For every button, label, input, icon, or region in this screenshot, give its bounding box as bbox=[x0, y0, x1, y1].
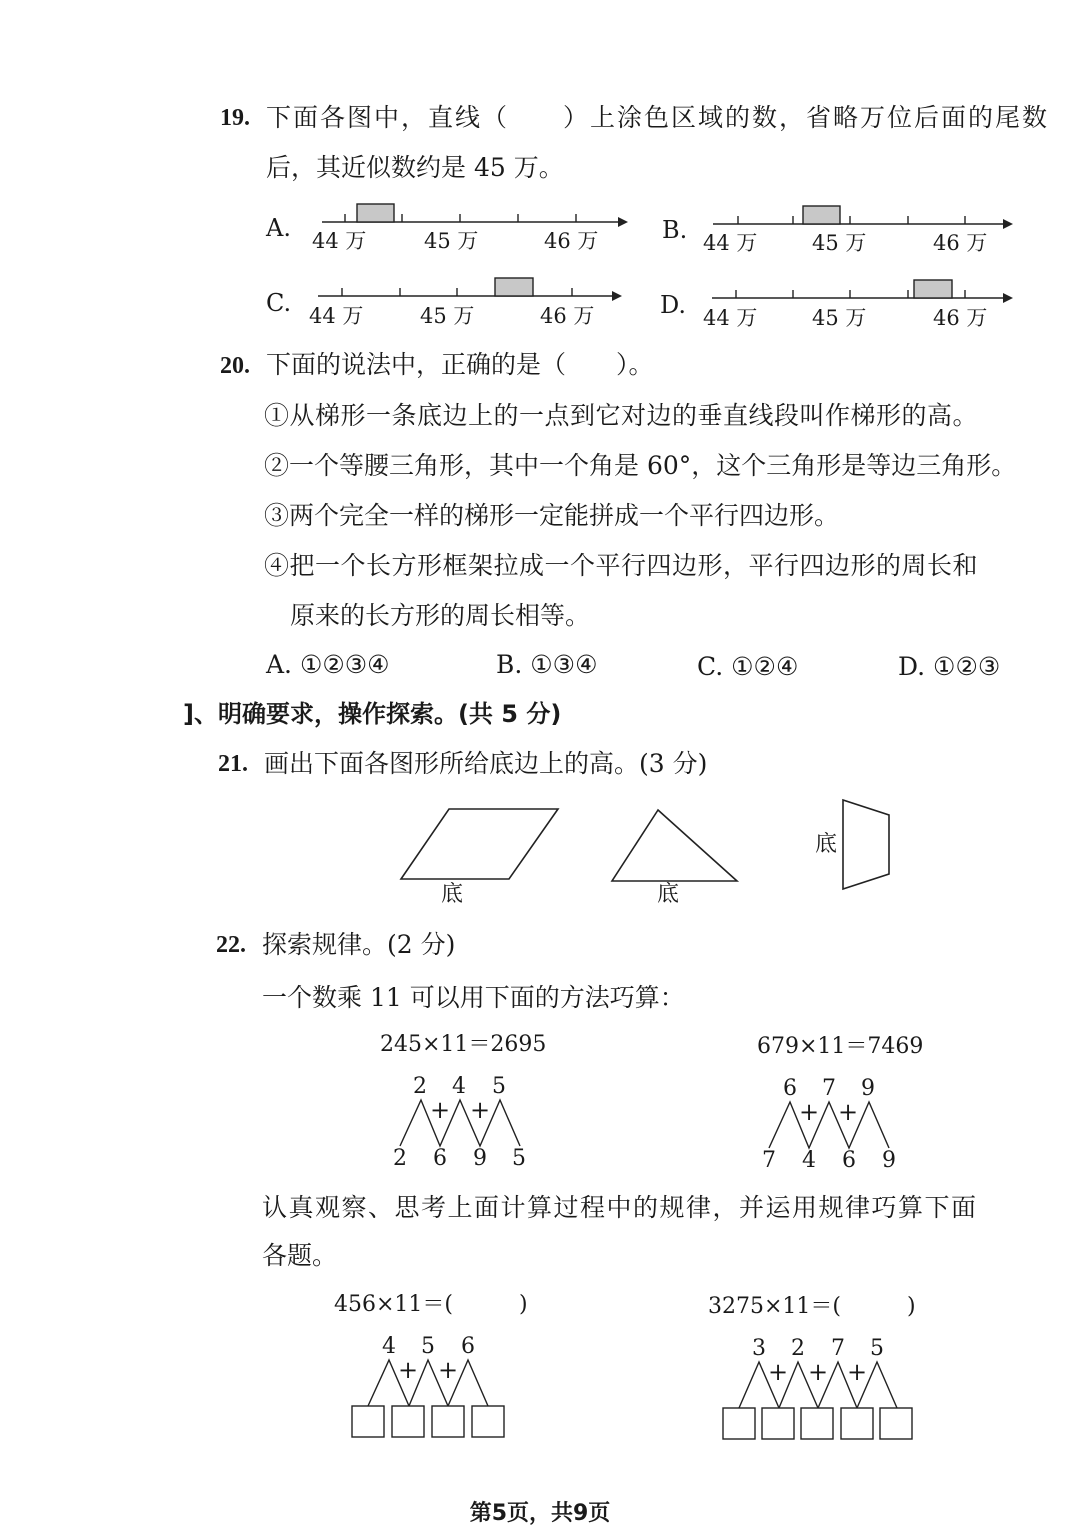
answer-box[interactable] bbox=[432, 1406, 464, 1437]
question-text: 探索规律。(2 分) bbox=[262, 930, 456, 959]
digit: 2 bbox=[393, 1146, 407, 1171]
tick-label: 44 万 bbox=[703, 306, 758, 330]
plus-sign: + bbox=[438, 1356, 459, 1384]
statement: ④把一个长方形框架拉成一个平行四边形，平行四边形的周长和 bbox=[264, 551, 979, 580]
choice-d[interactable]: D. ①②③ bbox=[898, 652, 1001, 681]
statement: ①从梯形一条底边上的一点到它对边的垂直线段叫作梯形的高。 bbox=[264, 401, 979, 430]
option-letter: B. bbox=[662, 216, 688, 244]
section-heading: ]、明确要求，操作探索。(共 5 分) bbox=[183, 700, 562, 728]
digit: 6 bbox=[461, 1334, 475, 1359]
choice-a[interactable]: A. ①②③④ bbox=[266, 650, 390, 679]
answer-box[interactable] bbox=[472, 1406, 504, 1437]
digit: 6 bbox=[433, 1146, 447, 1171]
tick-label: 44 万 bbox=[312, 229, 367, 253]
answer-box[interactable] bbox=[880, 1408, 912, 1439]
question-text: 后，其近似数约是 45 万。 bbox=[266, 153, 564, 182]
question-number: 19. bbox=[220, 105, 250, 131]
answer-box[interactable] bbox=[841, 1408, 873, 1439]
digit: 4 bbox=[802, 1148, 816, 1173]
statement: 原来的长方形的周长相等。 bbox=[290, 601, 591, 630]
base-label: 底 bbox=[815, 832, 838, 857]
shaded-region bbox=[495, 278, 533, 296]
plus-sign: + bbox=[799, 1098, 820, 1126]
digit: 7 bbox=[762, 1148, 776, 1173]
shaded-region bbox=[914, 280, 952, 298]
triangle-shape[interactable] bbox=[612, 810, 737, 881]
plus-sign: + bbox=[768, 1358, 789, 1386]
answer-box[interactable] bbox=[392, 1406, 424, 1437]
tick-label: 46 万 bbox=[933, 306, 988, 330]
tick-label: 44 万 bbox=[309, 304, 364, 328]
question-text: 下面各图中，直线（ ）上涂色区域的数，省略万位后面的尾数 bbox=[266, 103, 1050, 132]
digit: 9 bbox=[473, 1146, 487, 1171]
trapezoid-shape[interactable] bbox=[843, 800, 889, 889]
plus-sign: + bbox=[838, 1098, 859, 1126]
parallelogram-shape[interactable] bbox=[401, 809, 558, 879]
digit: 4 bbox=[382, 1334, 396, 1359]
answer-box[interactable] bbox=[723, 1408, 755, 1439]
plus-sign: + bbox=[398, 1356, 419, 1384]
tick-label: 46 万 bbox=[933, 231, 988, 255]
statement: ③两个完全一样的梯形一定能拼成一个平行四边形。 bbox=[264, 501, 840, 530]
tick-label: 46 万 bbox=[544, 229, 599, 253]
page-number: 第5页，共9页 bbox=[469, 1501, 611, 1526]
digit: 5 bbox=[492, 1074, 506, 1099]
digit: 5 bbox=[870, 1336, 884, 1361]
digit: 9 bbox=[882, 1148, 896, 1173]
option-letter: C. bbox=[266, 289, 292, 317]
statement: ②一个等腰三角形，其中一个角是 60°，这个三角形是等边三角形。 bbox=[264, 451, 1017, 480]
problem-equation[interactable]: 456×11＝( ) bbox=[334, 1292, 528, 1317]
instruction-text: 各题。 bbox=[262, 1241, 338, 1270]
plus-sign: + bbox=[470, 1096, 491, 1124]
answer-box[interactable] bbox=[352, 1406, 384, 1437]
tick-label: 44 万 bbox=[703, 231, 758, 255]
digit: 6 bbox=[783, 1076, 797, 1101]
tick-label: 45 万 bbox=[424, 229, 479, 253]
question-text: 下面的说法中，正确的是（ ）。 bbox=[266, 350, 654, 379]
choice-b[interactable]: B. ①③④ bbox=[496, 650, 598, 679]
plus-sign: + bbox=[808, 1358, 829, 1386]
number-line-c[interactable] bbox=[318, 278, 622, 301]
option-letter: A. bbox=[266, 214, 291, 242]
digit: 9 bbox=[861, 1076, 875, 1101]
digit: 2 bbox=[413, 1074, 427, 1099]
number-line-d[interactable] bbox=[712, 280, 1013, 303]
number-line-b[interactable] bbox=[713, 206, 1013, 229]
choice-c[interactable]: C. ①②④ bbox=[697, 652, 799, 681]
digit: 3 bbox=[752, 1336, 766, 1361]
option-letter: D. bbox=[660, 291, 687, 319]
example-equation: 245×11＝2695 bbox=[380, 1032, 547, 1057]
answer-box[interactable] bbox=[762, 1408, 794, 1439]
intro-text: 一个数乘 11 可以用下面的方法巧算： bbox=[262, 983, 685, 1012]
instruction-text: 认真观察、思考上面计算过程中的规律，并运用规律巧算下面 bbox=[262, 1193, 978, 1222]
tick-label: 46 万 bbox=[540, 304, 595, 328]
zigzag-diagram bbox=[400, 1096, 520, 1146]
question-number: 22. bbox=[216, 932, 246, 958]
shaded-region bbox=[803, 206, 840, 224]
digit: 2 bbox=[791, 1336, 805, 1361]
answer-box[interactable] bbox=[801, 1408, 833, 1439]
example-equation: 679×11＝7469 bbox=[757, 1034, 924, 1059]
plus-sign: + bbox=[430, 1096, 451, 1124]
digit: 5 bbox=[512, 1146, 526, 1171]
number-line-a[interactable] bbox=[322, 204, 628, 227]
digit: 7 bbox=[831, 1336, 845, 1361]
plus-sign: + bbox=[847, 1358, 868, 1386]
question-number: 20. bbox=[220, 353, 250, 379]
digit: 7 bbox=[822, 1076, 836, 1101]
tick-label: 45 万 bbox=[420, 304, 475, 328]
question-text: 画出下面各图形所给底边上的高。(3 分) bbox=[264, 749, 708, 778]
digit: 6 bbox=[842, 1148, 856, 1173]
digit: 4 bbox=[452, 1074, 466, 1099]
tick-label: 45 万 bbox=[812, 306, 867, 330]
problem-equation[interactable]: 3275×11＝( ) bbox=[708, 1294, 916, 1319]
tick-label: 45 万 bbox=[812, 231, 867, 255]
zigzag-diagram bbox=[769, 1098, 889, 1148]
base-label: 底 bbox=[441, 882, 464, 907]
digit: 5 bbox=[421, 1334, 435, 1359]
base-label: 底 bbox=[657, 882, 680, 907]
question-number: 21. bbox=[218, 751, 248, 777]
shaded-region bbox=[357, 204, 394, 222]
zigzag-diagram bbox=[368, 1356, 488, 1406]
